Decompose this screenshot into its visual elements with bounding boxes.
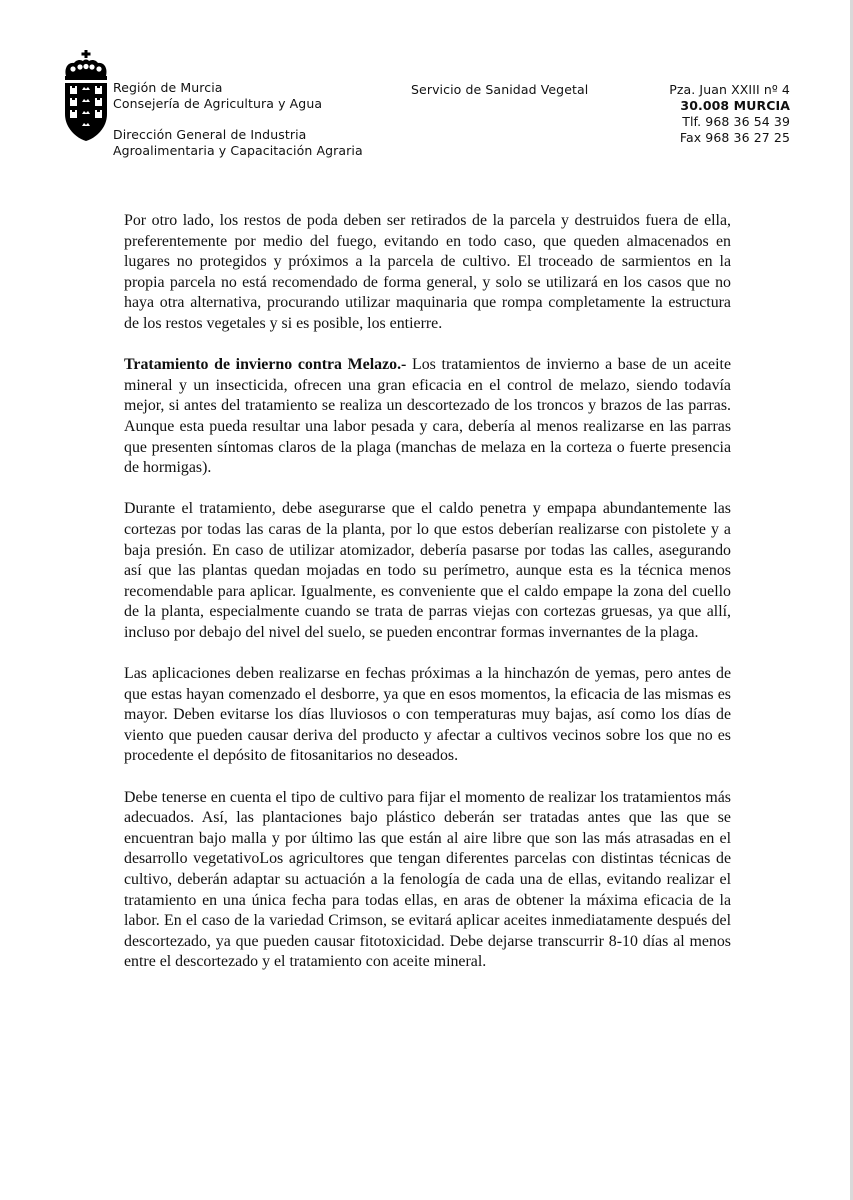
document-body bbox=[124, 211, 731, 994]
fax-number: Fax 968 36 27 25 bbox=[679, 130, 790, 145]
street-address: Pza. Juan XXIII nº 4 bbox=[669, 82, 790, 97]
region-de-murcia-crest-icon bbox=[62, 50, 110, 142]
paragraph-crop-type: Debe tenerse en cuenta el tipo de cultivo para fijar el momento de realizar los tratamientos más adecuados. Así, las plantaciones bajo plástico deberán ser tratadas antes que las que se encuentran bajo malla y por último las que están al aire libre que son las más atrasadas en el desarrollo vegetativoLos agricultores que tengan diferentes parcelas con distintas técnicas de cultivo, deberán adaptar su actuación a la fenología de cada una de ellas, evitando realizar el tratamiento en una única fecha para todas ellas, en aras de obtener la máxima eficacia de la labor. En el caso de la variedad Crimson, se evitará aplicar aceites inmediatamente después del descortezado, ya que pueden causar fitotoxicidad. Debe dejarse transcurrir 8-10 días al menos entre el descortezado y el tratamiento con aceite mineral. bbox=[124, 788, 731, 971]
paragraph-application-dates: Las aplicaciones deben realizarse en fechas próximas a la hinchazón de yemas, pero antes de que estas hayan comenzado el desborre, ya que en esos momentos, la eficacia de las mismas es mayor. Deben evitarse los días lluviosos o con temperaturas muy bajas, así como los días de viento que pueden causar deriva del producto y afectar a cultivos vecinos sobre los que no es procedente el depósito de fitosanitarios no deseados. bbox=[124, 665, 731, 765]
directorate-line-1: Dirección General de Industria bbox=[113, 127, 307, 142]
crown-icon bbox=[65, 50, 107, 80]
paragraph-winter-treatment-text: Los tratamientos de invierno a base de un aceite mineral y un insecticida, ofrecen una gran eficacia en el control de melazo, siendo todavía mejor, si antes del tratamiento se realiza un descortezado de los troncos y brazos de las parras. Aunque esta pueda resultar una labor pesada y cara, debería al menos realizarse en las parras que presenten síntomas claros de la plaga (manchas de melaza en la corteza o fuerte presencia de hormigas). bbox=[124, 356, 731, 477]
service-name: Servicio de Sanidad Vegetal bbox=[411, 82, 589, 97]
directorate-name bbox=[113, 127, 363, 159]
phone-number: Tlf. 968 36 54 39 bbox=[682, 114, 790, 129]
ministry-line: Consejería de Agricultura y Agua bbox=[113, 96, 323, 111]
city-postcode: 30.008 MURCIA bbox=[680, 98, 790, 113]
contact-address bbox=[669, 82, 790, 146]
organization-name bbox=[113, 80, 322, 112]
section-heading-winter-treatment: Tratamiento de invierno contra Melazo.- bbox=[124, 356, 407, 374]
paragraph-winter-treatment bbox=[124, 355, 731, 479]
directorate-line-2: Agroalimentaria y Capacitación Agraria bbox=[113, 143, 363, 158]
paragraph-pruning-remains: Por otro lado, los restos de poda deben ser retirados de la parcela y destruidos fuera de ella, preferentemente por medio del fuego, evitando en todo caso, que queden almacenados en lugares no protegidos y próximos a la parcela de cultivo. El troceado de sarmientos en la propia parcela no está recomendado de forma general, y solo se utilizará en los casos que no haya otra alternativa, procurando utilizar maquinaria que rompa completamente la estructura de los restos vegetales y si es posible, los entierre. bbox=[124, 212, 731, 332]
paragraph-during-treatment: Durante el tratamiento, debe asegurarse que el caldo penetra y empapa abundantemente las cortezas por todas las caras de la planta, por lo que estos deberían realizarse con pistolete y a baja presión. En caso de utilizar atomizador, debería pasarse por todas las calles, asegurando así que las plantas quedan mojadas en todo su perímetro, aunque esta es la técnica menos recomendable para aplicar. Igualmente, es conveniente que el caldo empape la zona del cuello de la planta, especialmente cuando se trata de parras viejas con cortezas gruesas, ya que allí, incluso por debajo del nivel del suelo, se pueden encontrar formas invernantes de la plaga. bbox=[124, 500, 731, 641]
region-line: Región de Murcia bbox=[113, 80, 223, 95]
